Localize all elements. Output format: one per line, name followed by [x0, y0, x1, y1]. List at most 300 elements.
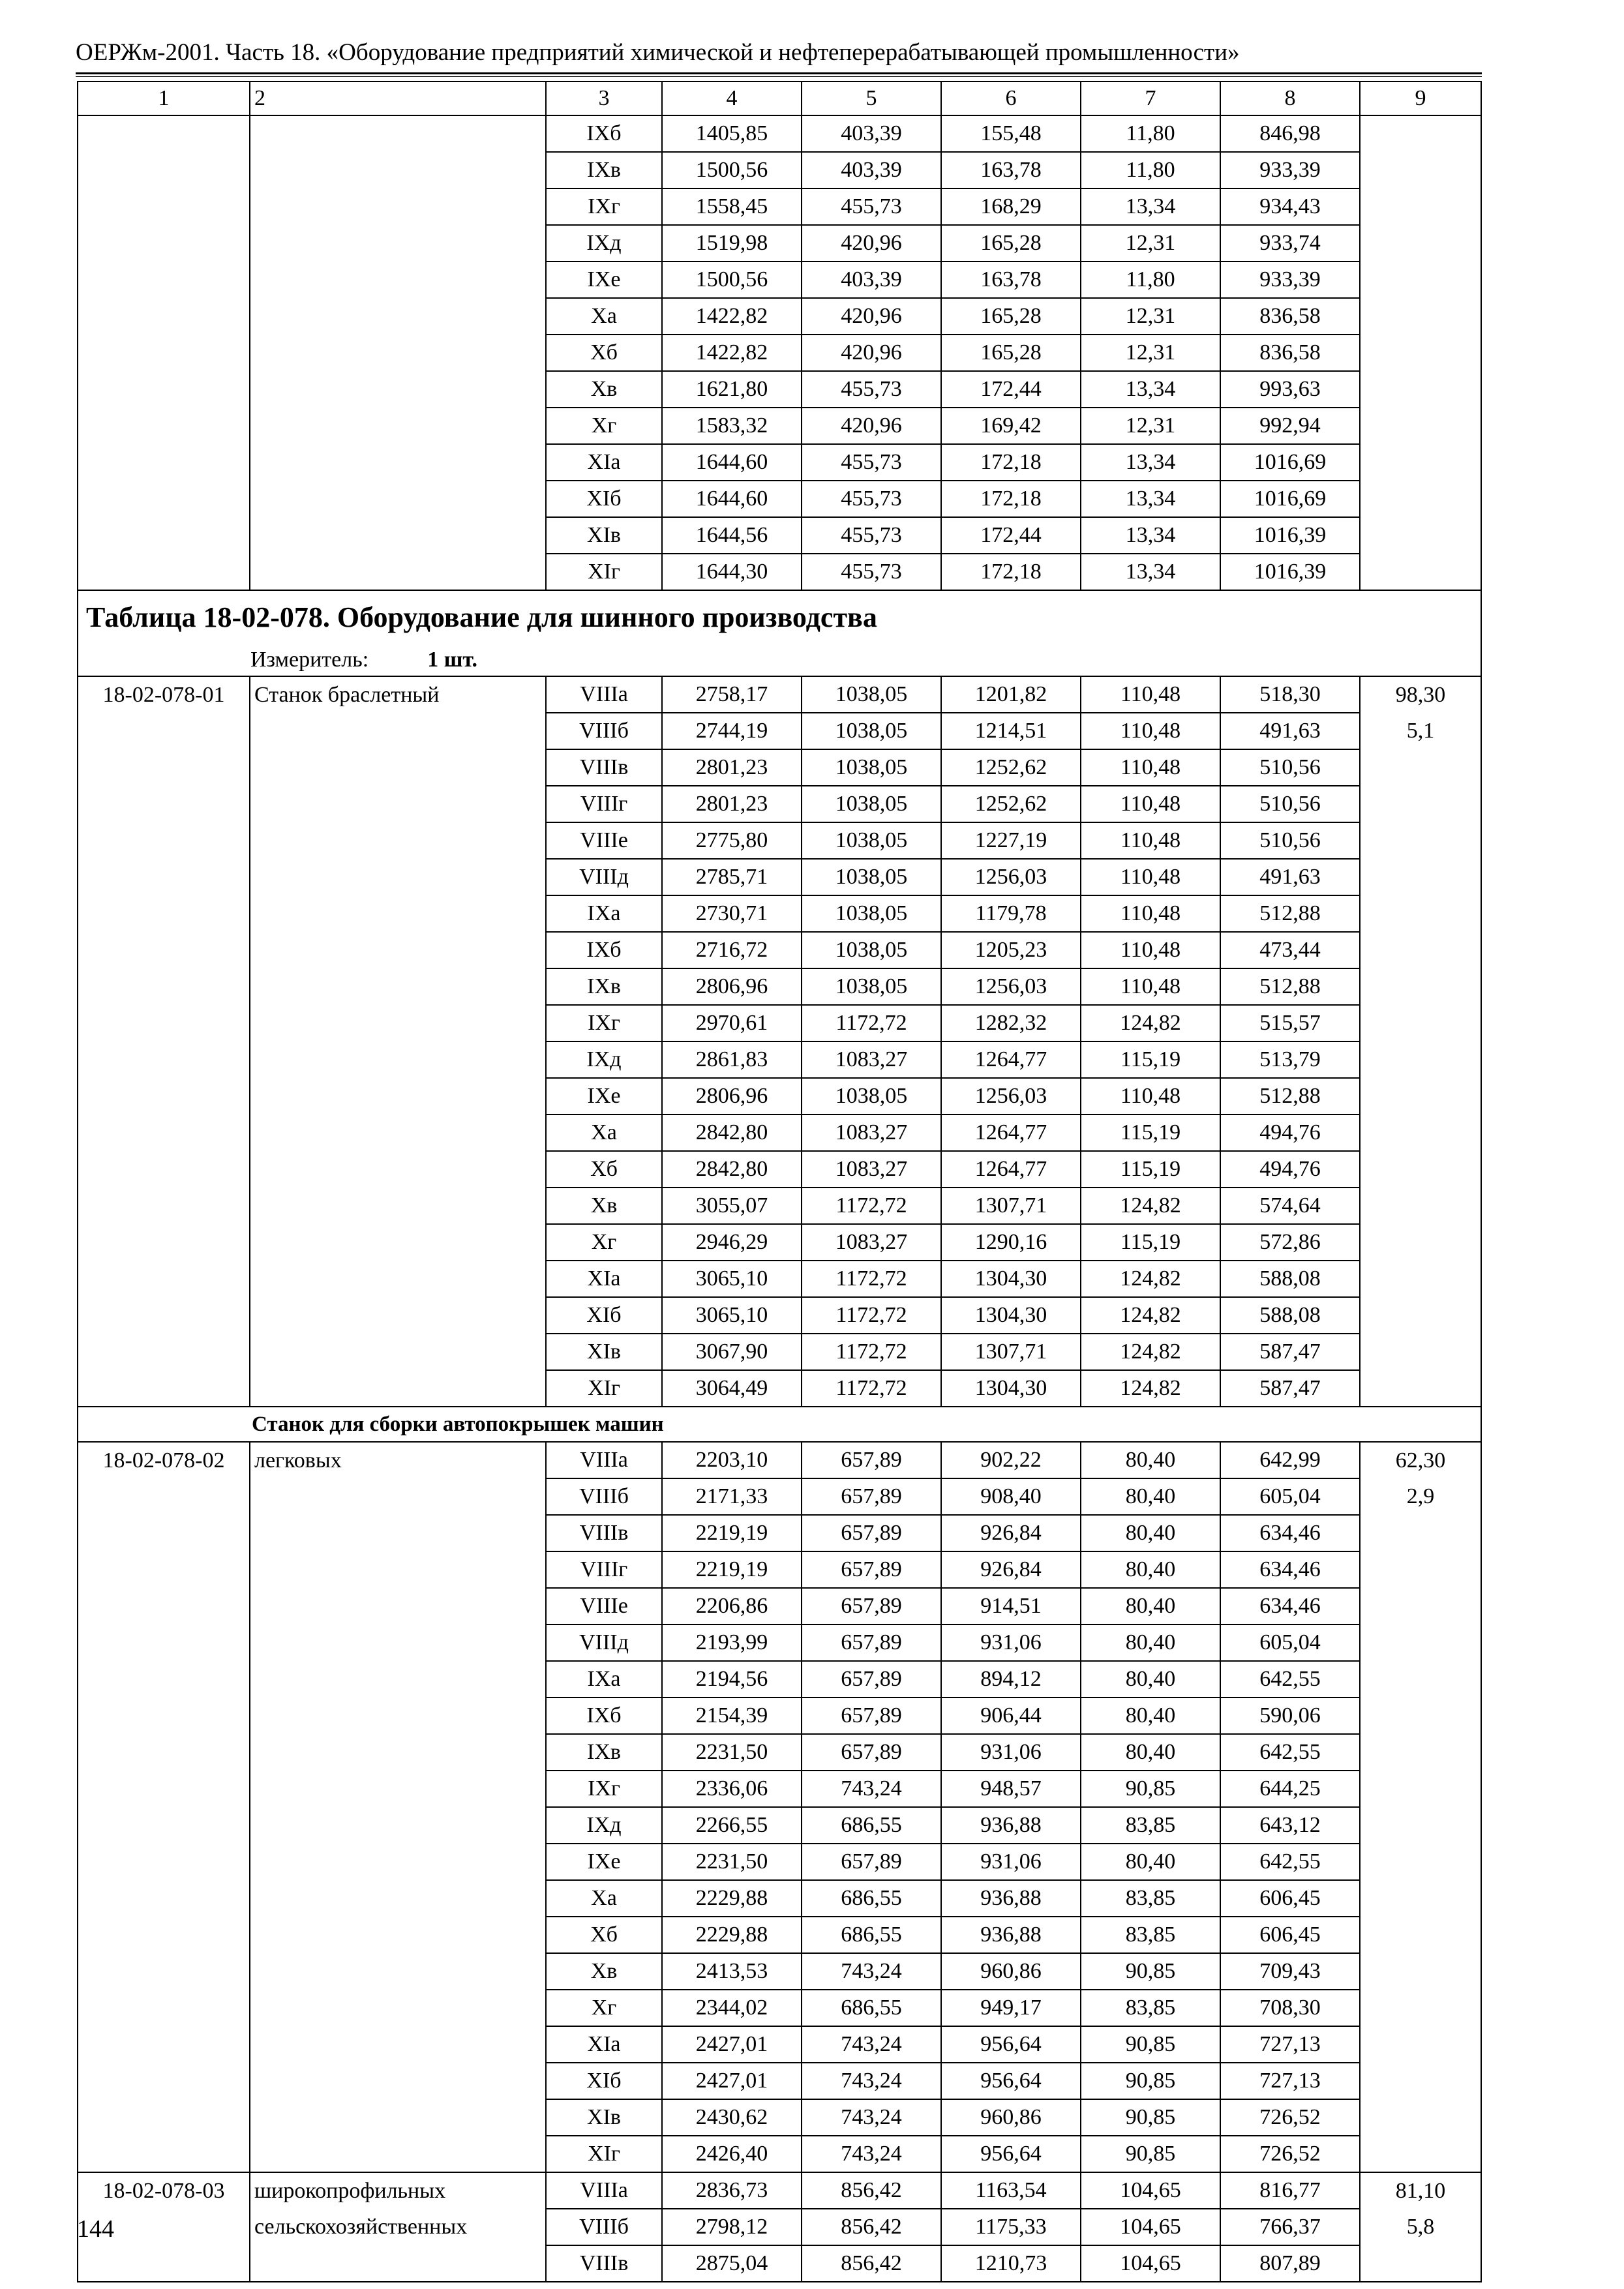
value-cell: 110,48	[1081, 786, 1220, 822]
value-cell: 2875,04	[662, 2245, 802, 2282]
table-row	[78, 1005, 1481, 1041]
value-cell: 657,89	[802, 1551, 941, 1588]
name-cell	[250, 932, 546, 968]
value-cell: 926,84	[941, 1551, 1081, 1588]
table-row	[78, 1661, 1481, 1698]
table-row	[78, 2172, 1481, 2209]
value-cell: 455,73	[802, 444, 941, 481]
value-cell: 1256,03	[941, 1078, 1081, 1115]
value-cell: VIIIв	[546, 2245, 662, 2282]
value-cell: 172,18	[941, 554, 1081, 590]
table-row	[78, 408, 1481, 444]
code-cell	[78, 1297, 250, 1334]
value-cell: 104,65	[1081, 2209, 1220, 2245]
value-cell: 657,89	[802, 1588, 941, 1624]
value-cell: 11,80	[1081, 262, 1220, 298]
value-cell: 1016,69	[1220, 481, 1360, 517]
value-cell: 165,28	[941, 225, 1081, 262]
value-cell: 2716,72	[662, 932, 802, 968]
code-cell	[78, 2063, 250, 2099]
code-cell	[78, 408, 250, 444]
value-cell: 491,63	[1220, 713, 1360, 749]
value-cell: 1422,82	[662, 335, 802, 371]
value-cell: 936,88	[941, 1807, 1081, 1844]
value-cell: 3065,10	[662, 1261, 802, 1297]
value-cell: IXа	[546, 1661, 662, 1698]
code-cell	[78, 786, 250, 822]
value-cell: 90,85	[1081, 2063, 1220, 2099]
value-cell: 902,22	[941, 1442, 1081, 1478]
table-row	[78, 1515, 1481, 1551]
name-cell	[250, 1771, 546, 1807]
value-cell: 1644,56	[662, 517, 802, 554]
value-cell: 2219,19	[662, 1515, 802, 1551]
value-cell: 1282,32	[941, 1005, 1081, 1041]
value-cell: 657,89	[802, 1478, 941, 1515]
value-cell: 2836,73	[662, 2172, 802, 2209]
code-cell	[78, 1334, 250, 1370]
value-cell: VIIIе	[546, 1588, 662, 1624]
value-cell: 992,94	[1220, 408, 1360, 444]
extra-cell	[1360, 115, 1481, 152]
name-cell	[250, 115, 546, 152]
name-cell	[250, 1370, 546, 1407]
value-cell: 13,34	[1081, 481, 1220, 517]
value-cell: XIв	[546, 517, 662, 554]
table-row	[78, 1990, 1481, 2026]
name-cell	[250, 2099, 546, 2136]
value-cell: 80,40	[1081, 1734, 1220, 1771]
extra-cell	[1360, 859, 1481, 895]
value-cell: 1179,78	[941, 895, 1081, 932]
value-cell: Xв	[546, 1953, 662, 1990]
value-cell: 83,85	[1081, 1990, 1220, 2026]
value-cell: 2229,88	[662, 1880, 802, 1917]
table-row	[78, 2026, 1481, 2063]
value-cell: 956,64	[941, 2136, 1081, 2172]
value-cell: 12,31	[1081, 298, 1220, 335]
value-cell: 1038,05	[802, 932, 941, 968]
table-row	[78, 895, 1481, 932]
column-number: 1	[78, 82, 250, 115]
extra-cell	[1360, 262, 1481, 298]
name-cell	[250, 225, 546, 262]
value-cell: 3064,49	[662, 1370, 802, 1407]
table-row	[78, 1624, 1481, 1661]
value-cell: XIв	[546, 1334, 662, 1370]
value-cell: IXб	[546, 932, 662, 968]
value-cell: 124,82	[1081, 1261, 1220, 1297]
value-cell: 115,19	[1081, 1115, 1220, 1151]
code-cell	[78, 749, 250, 786]
table-row	[78, 1880, 1481, 1917]
value-cell: VIIIа	[546, 676, 662, 713]
code-cell	[78, 1041, 250, 1078]
value-cell: 1038,05	[802, 859, 941, 895]
value-cell: 90,85	[1081, 2026, 1220, 2063]
extra-cell	[1360, 1698, 1481, 1734]
value-cell: 926,84	[941, 1515, 1081, 1551]
value-cell: 2775,80	[662, 822, 802, 859]
table-row	[78, 968, 1481, 1005]
value-cell: IXе	[546, 1078, 662, 1115]
value-cell: 80,40	[1081, 1442, 1220, 1478]
value-cell: 455,73	[802, 188, 941, 225]
value-cell: 83,85	[1081, 1917, 1220, 1953]
name-cell	[250, 408, 546, 444]
value-cell: 846,98	[1220, 115, 1360, 152]
extra-cell: 98,30	[1360, 676, 1481, 713]
extra-cell	[1360, 225, 1481, 262]
code-cell	[78, 152, 250, 188]
value-cell: 518,30	[1220, 676, 1360, 713]
value-cell: 856,42	[802, 2172, 941, 2209]
value-cell: 13,34	[1081, 554, 1220, 590]
value-cell: 2427,01	[662, 2026, 802, 2063]
value-cell: 163,78	[941, 262, 1081, 298]
value-cell: 13,34	[1081, 371, 1220, 408]
value-cell: 2785,71	[662, 859, 802, 895]
value-cell: 642,55	[1220, 1734, 1360, 1771]
table-row	[78, 676, 1481, 713]
table-row	[78, 1588, 1481, 1624]
value-cell: 2730,71	[662, 895, 802, 932]
value-cell: 931,06	[941, 1844, 1081, 1880]
value-cell: 2801,23	[662, 749, 802, 786]
value-cell: 512,88	[1220, 968, 1360, 1005]
value-cell: 931,06	[941, 1734, 1081, 1771]
value-cell: 726,52	[1220, 2136, 1360, 2172]
value-cell: 743,24	[802, 2136, 941, 2172]
value-cell: IXе	[546, 262, 662, 298]
extra-cell	[1360, 1115, 1481, 1151]
column-number: 4	[662, 82, 802, 115]
code-cell	[78, 1844, 250, 1880]
value-cell: 1307,71	[941, 1188, 1081, 1224]
table-row	[78, 1917, 1481, 1953]
value-cell: 709,43	[1220, 1953, 1360, 1990]
value-cell: 172,44	[941, 371, 1081, 408]
extra-cell	[1360, 1588, 1481, 1624]
value-cell: VIIIд	[546, 859, 662, 895]
value-cell: 642,55	[1220, 1661, 1360, 1698]
name-cell	[250, 517, 546, 554]
value-cell: 3055,07	[662, 1188, 802, 1224]
value-cell: 512,88	[1220, 895, 1360, 932]
extra-cell	[1360, 1515, 1481, 1551]
value-cell: IXе	[546, 1844, 662, 1880]
value-cell: Xб	[546, 1917, 662, 1953]
value-cell: 2744,19	[662, 713, 802, 749]
value-cell: 420,96	[802, 408, 941, 444]
extra-cell	[1360, 444, 1481, 481]
value-cell: 1256,03	[941, 859, 1081, 895]
value-cell: 1038,05	[802, 822, 941, 859]
value-cell: 124,82	[1081, 1188, 1220, 1224]
value-cell: 1038,05	[802, 968, 941, 1005]
value-cell: 2798,12	[662, 2209, 802, 2245]
table-row	[78, 188, 1481, 225]
value-cell: 1558,45	[662, 188, 802, 225]
extra-cell	[1360, 1334, 1481, 1370]
value-cell: 1307,71	[941, 1334, 1081, 1370]
value-cell: 90,85	[1081, 1953, 1220, 1990]
value-cell: 513,79	[1220, 1041, 1360, 1078]
extra-cell	[1360, 1551, 1481, 1588]
value-cell: 1205,23	[941, 932, 1081, 968]
value-cell: 2219,19	[662, 1551, 802, 1588]
value-cell: 2413,53	[662, 1953, 802, 1990]
value-cell: 933,39	[1220, 152, 1360, 188]
value-cell: 807,89	[1220, 2245, 1360, 2282]
value-cell: 1163,54	[941, 2172, 1081, 2209]
code-cell	[78, 2099, 250, 2136]
value-cell: 2344,02	[662, 1990, 802, 2026]
extra-cell	[1360, 335, 1481, 371]
value-cell: 2861,83	[662, 1041, 802, 1078]
extra-cell	[1360, 1005, 1481, 1041]
value-cell: 2171,33	[662, 1478, 802, 1515]
value-cell: 894,12	[941, 1661, 1081, 1698]
value-cell: 124,82	[1081, 1297, 1220, 1334]
table-row	[78, 2209, 1481, 2245]
value-cell: 3067,90	[662, 1334, 802, 1370]
value-cell: 155,48	[941, 115, 1081, 152]
group-subtitle-row	[78, 1407, 1481, 1442]
table-row	[78, 1844, 1481, 1880]
value-cell: 2154,39	[662, 1698, 802, 1734]
value-cell: 686,55	[802, 1990, 941, 2026]
code-cell	[78, 1771, 250, 1807]
extra-cell	[1360, 1078, 1481, 1115]
column-number: 6	[941, 82, 1081, 115]
value-cell: IXб	[546, 115, 662, 152]
value-cell: 1083,27	[802, 1115, 941, 1151]
value-cell: 83,85	[1081, 1807, 1220, 1844]
value-cell: 1038,05	[802, 895, 941, 932]
value-cell: 908,40	[941, 1478, 1081, 1515]
table-row	[78, 932, 1481, 968]
value-cell: 933,39	[1220, 262, 1360, 298]
value-cell: 1304,30	[941, 1370, 1081, 1407]
table-row	[78, 749, 1481, 786]
name-cell	[250, 1551, 546, 1588]
table-row	[78, 1115, 1481, 1151]
value-cell: 403,39	[802, 152, 941, 188]
value-cell: 1500,56	[662, 262, 802, 298]
value-cell: 856,42	[802, 2245, 941, 2282]
code-cell	[78, 1734, 250, 1771]
name-cell	[250, 1261, 546, 1297]
value-cell: 1264,77	[941, 1041, 1081, 1078]
table-row	[78, 1078, 1481, 1115]
value-cell: 960,86	[941, 2099, 1081, 2136]
value-cell: VIIIд	[546, 1624, 662, 1661]
extra-cell	[1360, 932, 1481, 968]
name-cell	[250, 1224, 546, 1261]
extra-cell	[1360, 298, 1481, 335]
code-cell	[78, 335, 250, 371]
code-cell	[78, 115, 250, 152]
value-cell: 1083,27	[802, 1224, 941, 1261]
table-row	[78, 1041, 1481, 1078]
code-cell	[78, 1261, 250, 1297]
value-cell: 1016,39	[1220, 517, 1360, 554]
value-cell: VIIIб	[546, 1478, 662, 1515]
value-cell: 587,47	[1220, 1370, 1360, 1407]
value-cell: 1290,16	[941, 1224, 1081, 1261]
value-cell: 657,89	[802, 1515, 941, 1551]
value-cell: VIIIб	[546, 713, 662, 749]
value-cell: 836,58	[1220, 298, 1360, 335]
code-cell	[78, 1661, 250, 1698]
table-row	[78, 554, 1481, 590]
value-cell: 124,82	[1081, 1005, 1220, 1041]
value-cell: 836,58	[1220, 335, 1360, 371]
code-cell	[78, 1698, 250, 1734]
name-cell: Станок браслетный	[250, 676, 546, 713]
value-cell: XIа	[546, 444, 662, 481]
code-cell	[78, 225, 250, 262]
value-cell: Xг	[546, 408, 662, 444]
extra-cell	[1360, 1734, 1481, 1771]
value-cell: 420,96	[802, 335, 941, 371]
table-row	[78, 335, 1481, 371]
name-cell	[250, 1588, 546, 1624]
value-cell: 165,28	[941, 335, 1081, 371]
extra-cell: 5,1	[1360, 713, 1481, 749]
value-cell: 605,04	[1220, 1478, 1360, 1515]
value-cell: 1210,73	[941, 2245, 1081, 2282]
value-cell: 104,65	[1081, 2172, 1220, 2209]
code-cell	[78, 517, 250, 554]
code-cell: 18-02-078-02	[78, 1442, 250, 1478]
document-header: ОЕРЖм-2001. Часть 18. «Оборудование предприятий химической и нефтеперерабатывающей промышленности»	[76, 39, 1240, 66]
value-cell: 1038,05	[802, 786, 941, 822]
table-row	[78, 1261, 1481, 1297]
code-cell	[78, 1188, 250, 1224]
extra-cell	[1360, 2136, 1481, 2172]
value-cell: 512,88	[1220, 1078, 1360, 1115]
value-cell: IXд	[546, 225, 662, 262]
name-cell	[250, 1953, 546, 1990]
extra-cell	[1360, 1844, 1481, 1880]
value-cell: 657,89	[802, 1734, 941, 1771]
extra-cell	[1360, 1261, 1481, 1297]
value-cell: 455,73	[802, 371, 941, 408]
name-cell	[250, 1334, 546, 1370]
value-cell: 11,80	[1081, 115, 1220, 152]
table-row	[78, 2099, 1481, 2136]
value-cell: 2206,86	[662, 1588, 802, 1624]
code-cell	[78, 1370, 250, 1407]
value-cell: XIг	[546, 554, 662, 590]
extra-cell	[1360, 188, 1481, 225]
value-cell: 766,37	[1220, 2209, 1360, 2245]
extra-cell	[1360, 2099, 1481, 2136]
value-cell: 816,77	[1220, 2172, 1360, 2209]
value-cell: 1038,05	[802, 749, 941, 786]
table-row	[78, 1442, 1481, 1478]
code-cell	[78, 2245, 250, 2282]
code-cell	[78, 1624, 250, 1661]
extra-cell	[1360, 481, 1481, 517]
value-cell: 572,86	[1220, 1224, 1360, 1261]
table-row	[78, 2136, 1481, 2172]
value-cell: IXд	[546, 1807, 662, 1844]
value-cell: 634,46	[1220, 1515, 1360, 1551]
value-cell: 2229,88	[662, 1917, 802, 1953]
extra-cell: 5,8	[1360, 2209, 1481, 2245]
value-cell: 1016,69	[1220, 444, 1360, 481]
value-cell: 1500,56	[662, 152, 802, 188]
table-row	[78, 859, 1481, 895]
extra-cell	[1360, 822, 1481, 859]
value-cell: 1621,80	[662, 371, 802, 408]
name-cell	[250, 1478, 546, 1515]
extra-cell	[1360, 517, 1481, 554]
value-cell: 80,40	[1081, 1624, 1220, 1661]
value-cell: 1644,60	[662, 481, 802, 517]
value-cell: 80,40	[1081, 1551, 1220, 1588]
value-cell: 605,04	[1220, 1624, 1360, 1661]
rates-table	[77, 81, 1482, 2282]
extra-cell	[1360, 895, 1481, 932]
name-cell	[250, 1151, 546, 1188]
value-cell: 1644,30	[662, 554, 802, 590]
name-cell	[250, 859, 546, 895]
value-cell: 110,48	[1081, 968, 1220, 1005]
value-cell: 1083,27	[802, 1151, 941, 1188]
value-cell: 13,34	[1081, 517, 1220, 554]
value-cell: 494,76	[1220, 1115, 1360, 1151]
value-cell: 686,55	[802, 1807, 941, 1844]
value-cell: 606,45	[1220, 1880, 1360, 1917]
extra-cell	[1360, 1041, 1481, 1078]
name-cell	[250, 1515, 546, 1551]
name-cell	[250, 481, 546, 517]
value-cell: Xб	[546, 335, 662, 371]
value-cell: VIIIб	[546, 2209, 662, 2245]
value-cell: XIг	[546, 1370, 662, 1407]
value-cell: XIб	[546, 481, 662, 517]
table-row	[78, 713, 1481, 749]
name-cell	[250, 371, 546, 408]
value-cell: 1172,72	[802, 1297, 941, 1334]
value-cell: Xв	[546, 371, 662, 408]
value-cell: 115,19	[1081, 1224, 1220, 1261]
code-cell	[78, 2136, 250, 2172]
value-cell: VIIIа	[546, 2172, 662, 2209]
value-cell: 686,55	[802, 1917, 941, 1953]
name-cell	[250, 1880, 546, 1917]
extra-cell: 2,9	[1360, 1478, 1481, 1515]
table-row	[78, 1370, 1481, 1407]
code-cell	[78, 1917, 250, 1953]
value-cell: 1252,62	[941, 786, 1081, 822]
table-row	[78, 1807, 1481, 1844]
value-cell: Xв	[546, 1188, 662, 1224]
value-cell: VIIIв	[546, 1515, 662, 1551]
value-cell: 80,40	[1081, 1698, 1220, 1734]
code-cell	[78, 481, 250, 517]
name-cell	[250, 554, 546, 590]
value-cell: IXг	[546, 1005, 662, 1041]
value-cell: 2427,01	[662, 2063, 802, 2099]
code-cell	[78, 1078, 250, 1115]
name-cell	[250, 1005, 546, 1041]
value-cell: 494,76	[1220, 1151, 1360, 1188]
